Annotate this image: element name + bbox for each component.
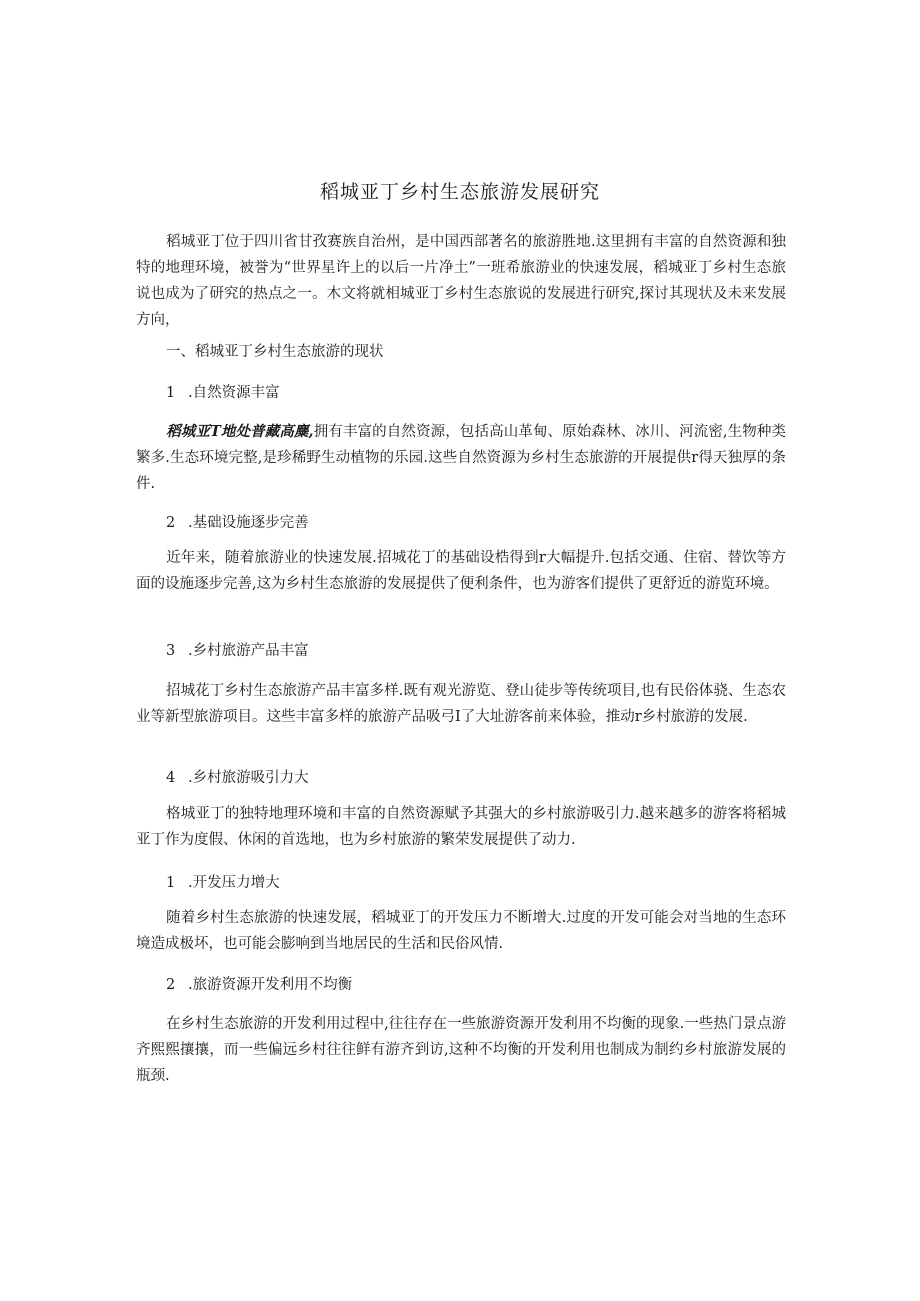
item-heading [166, 382, 280, 404]
item-heading [166, 767, 309, 789]
item-heading-text: .旅游资源开发利用不均衡 [188, 977, 353, 993]
item-heading-text: .基础设施逐步完善 [188, 515, 309, 531]
intro-paragraph [136, 229, 786, 333]
item-heading [166, 640, 309, 662]
item-body-text: 拥有丰富的自然资源，包括高山革甸、原始森林、冰川、河流密,生物种类繁多.生态环境完整,是珍稀野生动植物的乐园.这些自然资源为乡村生态旅游的开展提供r得天独厚的条件. [136, 424, 787, 492]
item-number: 1 [166, 385, 176, 401]
item-body-text: 招城花丁乡村生态旅游产品丰富多样.既有观光游览、登山徒步等传统项目,也有民俗体骁、生态农业等新型旅游项目。这些丰富多样的旅游产品吸弓I了大址游客前来体验，推动r乡村旅游的发展. [136, 683, 786, 725]
item-heading-text: .乡村旅游吸引力大 [188, 770, 309, 786]
item-heading-text: .开发压力增大 [188, 875, 280, 891]
item-paragraph [136, 678, 786, 730]
item-lead-text: 稻城亚T地处普藏高麋, [166, 423, 314, 440]
item-body-text: 随着乡村生态旅游的快速发展，稻城亚丁的开发压力不断增大.过度的开发可能会对当地的生态环境造成极坏，也可能会膨响到当地居民的生活和民俗风情. [136, 910, 786, 952]
item-paragraph [136, 545, 786, 597]
item-paragraph [136, 801, 786, 853]
item-body-text: 近年来，随着旅游业的快速发展.招城花丁的基础设梏得到r大幅提升.包括交通、住宿、替饮等方面的设施逐步完善,这为乡村生态旅游的发展提供了便利条件，也为游客们提供了更舒近的游览环境。 [136, 550, 786, 592]
document-title: 稻城亚丁乡村生态旅游发展研究 [319, 181, 600, 203]
intro-text: 稻城亚丁位于四川省甘孜赛族自治州，是中国西部著名的旅游胜地.这里拥有丰富的自然资源和独特的地理环境，被誉为“世界星许上的以后一片净土”一班希旅游业的快速发展，稻城亚丁乡村生态旅说也成为了研究的热点之一。木文将就相城亚丁乡村生态旅说的发展进行研究,探讨其现状及未来发展方向， [136, 234, 786, 328]
item-paragraph [136, 905, 786, 957]
item-heading [166, 512, 309, 534]
item-number: 3 [166, 643, 176, 659]
item-paragraph [136, 1011, 786, 1089]
section-heading: 一、稻城亚丁乡村生态旅游的现状 [166, 344, 384, 360]
item-paragraph [136, 419, 786, 497]
item-heading-text: .乡村旅游产品丰富 [188, 643, 309, 659]
item-number: 4 [166, 770, 176, 786]
item-number: 1 [166, 875, 176, 891]
item-number: 2 [166, 977, 176, 993]
item-heading-text: .自然资源丰富 [188, 385, 280, 401]
item-body-text: 格城亚丁的独特地理环境和丰富的自然资源赋予其强大的乡村旅游吸引力.越来越多的游客将稻城亚丁作为度假、休闲的首选地，也为乡村旅游的繁荣发展提供了动力. [136, 806, 786, 848]
item-heading [166, 974, 352, 996]
item-number: 2 [166, 515, 176, 531]
item-heading [166, 872, 280, 894]
item-body-text: 在乡村生态旅游的开发利用过程中,往往存在一些旅游资源开发利用不均衡的现象.一些热门景点游齐熙熙攘攘，而一些偏远乡村往往鲜有游齐到访,这种不均衡的开发利用也制成为制约乡村旅游发展的瓶颈. [136, 1016, 786, 1084]
